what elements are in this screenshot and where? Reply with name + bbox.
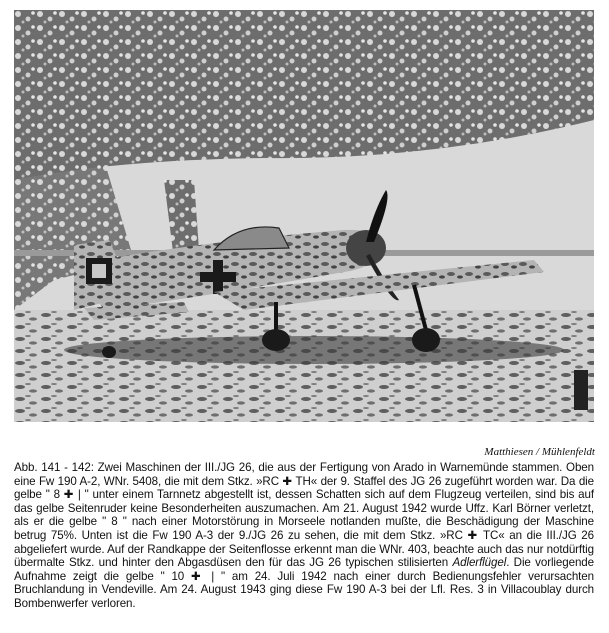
caption-text xyxy=(14,461,594,611)
aircraft-photo xyxy=(14,10,594,422)
caption-part-2: . Die vorliegende Aufnahme zeigt die gelbe " 10 ✚ | " am 24. Juli 1942 nach einer durch Bedienungsfehler verursachten Bruchlandung in Vendeville. Am 24. August 1943 ging diese Fw 190 A-3 bei der Lfl. Res. 3 in Villacoublay durch Bombenwerfer verloren. xyxy=(14,556,594,610)
caption-italic-term: Adlerflügel xyxy=(452,556,507,570)
caption-part-1: Abb. 141 - 142: Zwei Maschinen der III./JG 26, die aus der Fertigung von Arado in Warnemünde stammen. Oben eine Fw 190 A-2, WNr. 5408, die mit dem Stkz. »RC ✚ TH« der 9. Staffel des JG 26 zugeführt worden war. Da die gelbe " 8 ✚ | " unter einem Tarnnetz abgestellt ist, dessen Schatten sich auf dem Flugzeug verteilen, sind bis auf das gelbe Seitenruder keine Besonderheiten auszumachen. Am 21. August 1942 wurde Uffz. Karl Börner verletzt, als er die gelbe " 8 " nach einer Motorstörung in Morseele notlanden mußte, die Beschädigung der Maschine betrug 75%. Unten ist die Fw 190 A-3 der 9./JG 26 zu sehen, die mit dem Stkz. »RC ✚ TC« an die III./JG 26 abgeliefert wurde. Auf der Randkappe der Seitenflosse erkennt man die WNr. 403, beachte auch das nur notdürftig übermalte Stkz. und hinter den Abgasdüsen den für das JG 26 typischen stilisierten xyxy=(14,461,594,570)
figure-caption xyxy=(14,461,594,611)
photo-credit: Matthiesen / Mühlenfeldt xyxy=(484,446,595,458)
